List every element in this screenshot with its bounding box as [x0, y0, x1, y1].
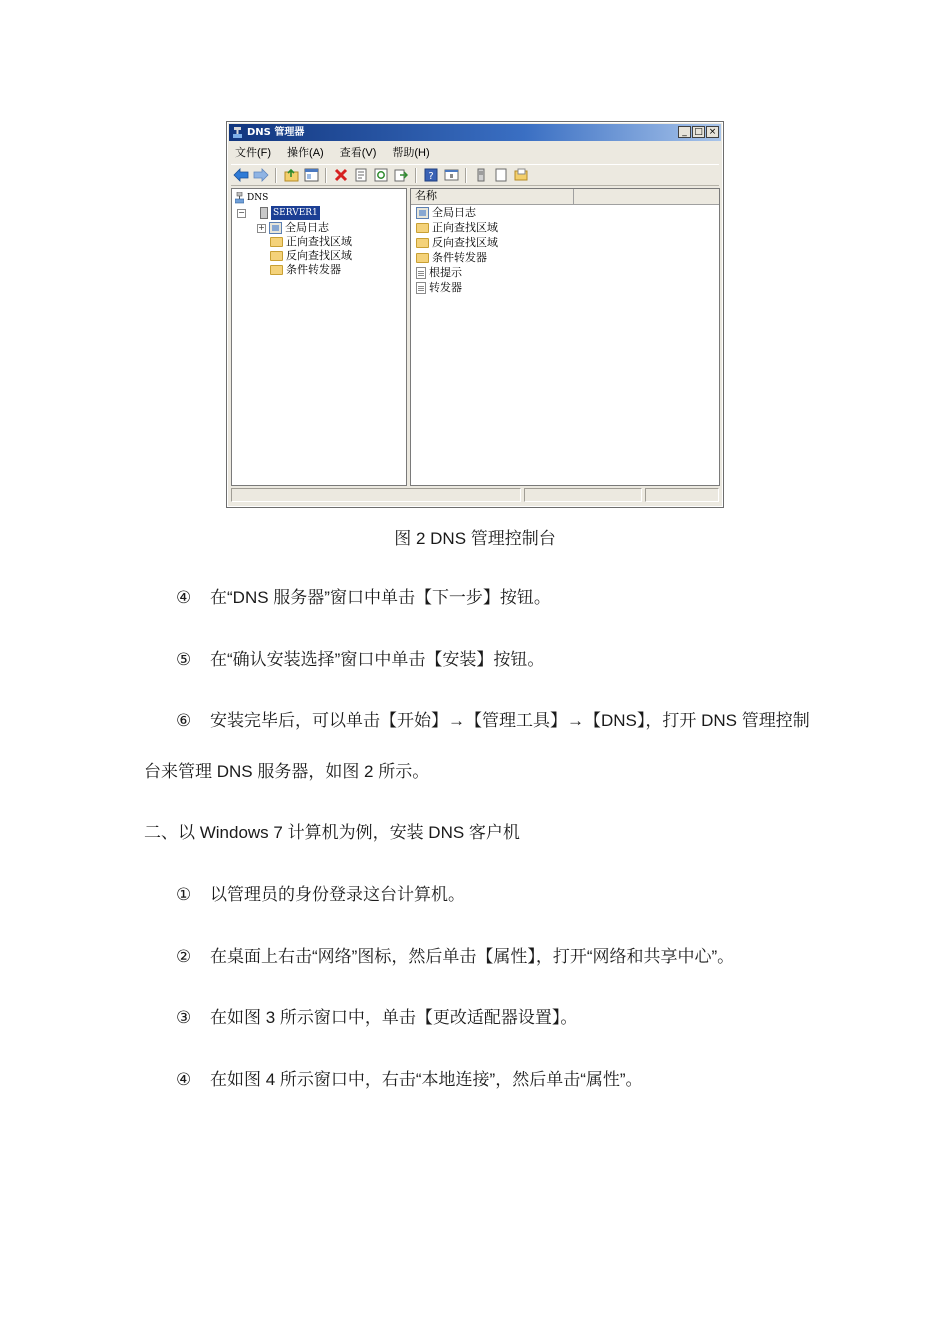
minimize-button[interactable]: _	[678, 126, 691, 138]
step-text: 以管理员的身份登录这台计算机。	[210, 885, 465, 904]
status-cell	[231, 488, 521, 502]
status-bar	[231, 488, 719, 503]
up-folder-icon[interactable]	[283, 167, 299, 183]
console-tree[interactable]	[231, 188, 407, 486]
paragraph-continuation: 台来管理 DNS 服务器，如图 2 所示。	[144, 762, 430, 781]
forward-icon[interactable]	[253, 167, 269, 183]
step-number: ④	[176, 1070, 192, 1089]
tree-label: 全局日志	[285, 222, 329, 234]
event-log-icon	[416, 207, 429, 219]
tree-item-conditional-forwarder[interactable]	[270, 263, 341, 277]
step-paragraph	[176, 1068, 643, 1092]
step-number: ③	[176, 1008, 192, 1027]
folder-icon[interactable]	[513, 167, 529, 183]
svg-text:?: ?	[428, 171, 434, 182]
dns-app-icon	[233, 127, 242, 138]
folder-icon	[416, 238, 429, 248]
status-cell	[524, 488, 642, 502]
toolbar	[231, 164, 719, 186]
figure-caption: 图 2 DNS 管理控制台	[394, 529, 556, 548]
list-item-label: 正向查找区域	[432, 222, 498, 234]
back-icon[interactable]	[233, 167, 249, 183]
list-item[interactable]	[416, 206, 476, 220]
step-paragraph	[176, 1006, 577, 1030]
step-number: ⑤	[176, 650, 192, 669]
event-log-icon	[269, 222, 282, 234]
title-bar	[229, 124, 721, 141]
window-title: DNS 管理器	[247, 127, 305, 138]
server-icon	[260, 207, 268, 219]
help-icon[interactable]	[423, 167, 439, 183]
export-icon[interactable]	[393, 167, 409, 183]
toolbar-separator	[275, 168, 277, 183]
tree-item-dns[interactable]	[235, 191, 268, 205]
step-paragraph	[176, 586, 551, 610]
folder-icon	[270, 251, 283, 261]
show-tree-icon[interactable]	[303, 167, 319, 183]
folder-icon	[270, 265, 283, 275]
step-text: 在“确认安装选择”窗口中单击【安装】按钮。	[210, 650, 545, 669]
toolbar-separator	[465, 168, 467, 183]
server-config-icon[interactable]	[473, 167, 489, 183]
step-text: 在桌面上右击“网络”图标，然后单击【属性】，打开“网络和共享中心”。	[210, 947, 735, 966]
close-button[interactable]: ×	[706, 126, 719, 138]
menu-action[interactable]: 操作(A)	[287, 147, 324, 159]
collapse-icon[interactable]: −	[238, 207, 245, 217]
step-paragraph	[176, 945, 734, 969]
section-heading: 二、以 Windows 7 计算机为例，安装 DNS 客户机	[144, 823, 520, 842]
tree-label: SERVER1	[273, 208, 318, 218]
step-number: ①	[176, 885, 192, 904]
status-cell	[645, 488, 719, 502]
root-hints-icon	[416, 267, 426, 279]
step-text: 在如图 4 所示窗口中，右击“本地连接”，然后单击“属性”。	[210, 1070, 643, 1089]
tree-item-reverse-zone[interactable]	[270, 249, 352, 263]
tree-label: DNS	[247, 193, 269, 203]
step-text: 在如图 3 所示窗口中，单击【更改适配器设置】。	[210, 1008, 578, 1027]
menu-bar	[235, 144, 430, 162]
step-number: ②	[176, 947, 192, 966]
step-paragraph	[176, 709, 810, 733]
menu-help[interactable]: 帮助(H)	[392, 147, 430, 159]
folder-icon	[416, 253, 429, 263]
console-icon[interactable]	[443, 167, 459, 183]
step-text: 安装完毕后，可以单击【开始】→【管理工具】→【DNS】，打开 DNS 管理控制	[210, 711, 810, 730]
list-header	[411, 189, 719, 205]
step-number: ⑥	[176, 711, 192, 730]
column-name-header[interactable]: 名称	[415, 189, 574, 204]
tree-item-forward-zone[interactable]	[270, 235, 352, 249]
tree-item-global-log[interactable]	[257, 221, 329, 235]
list-item-label: 反向查找区域	[432, 237, 498, 249]
step-paragraph	[176, 648, 544, 672]
properties-icon[interactable]	[353, 167, 369, 183]
list-item[interactable]	[416, 221, 498, 235]
list-item[interactable]	[416, 266, 462, 280]
forwarders-icon	[416, 282, 426, 294]
menu-view[interactable]: 查看(V)	[339, 147, 377, 159]
expand-icon[interactable]: +	[258, 222, 265, 232]
tree-label: 反向查找区域	[286, 250, 352, 262]
list-item[interactable]	[416, 251, 487, 265]
folder-icon	[270, 237, 283, 247]
list-item-label: 根提示	[429, 267, 462, 279]
list-item-label: 条件转发器	[432, 252, 487, 264]
folder-icon	[416, 223, 429, 233]
list-item[interactable]	[416, 236, 498, 250]
step-number: ④	[176, 588, 192, 607]
step-text: 在“DNS 服务器”窗口中单击【下一步】按钮。	[210, 588, 551, 607]
list-item-label: 转发器	[429, 282, 462, 294]
dns-icon	[235, 192, 244, 204]
tree-label: 正向查找区域	[286, 236, 352, 248]
menu-file[interactable]: 文件(F)	[235, 147, 272, 159]
toolbar-separator	[325, 168, 327, 183]
refresh-icon[interactable]	[373, 167, 389, 183]
dns-manager-screenshot	[226, 121, 724, 508]
maximize-button[interactable]: □	[692, 126, 705, 138]
details-pane[interactable]	[410, 188, 720, 486]
list-item[interactable]	[416, 281, 462, 295]
tree-item-server[interactable]	[237, 206, 320, 220]
list-item-label: 全局日志	[432, 207, 476, 219]
step-paragraph	[176, 883, 465, 907]
new-zone-icon[interactable]	[493, 167, 509, 183]
tree-label: 条件转发器	[286, 264, 341, 276]
toolbar-separator	[415, 168, 417, 183]
delete-icon[interactable]	[333, 167, 349, 183]
